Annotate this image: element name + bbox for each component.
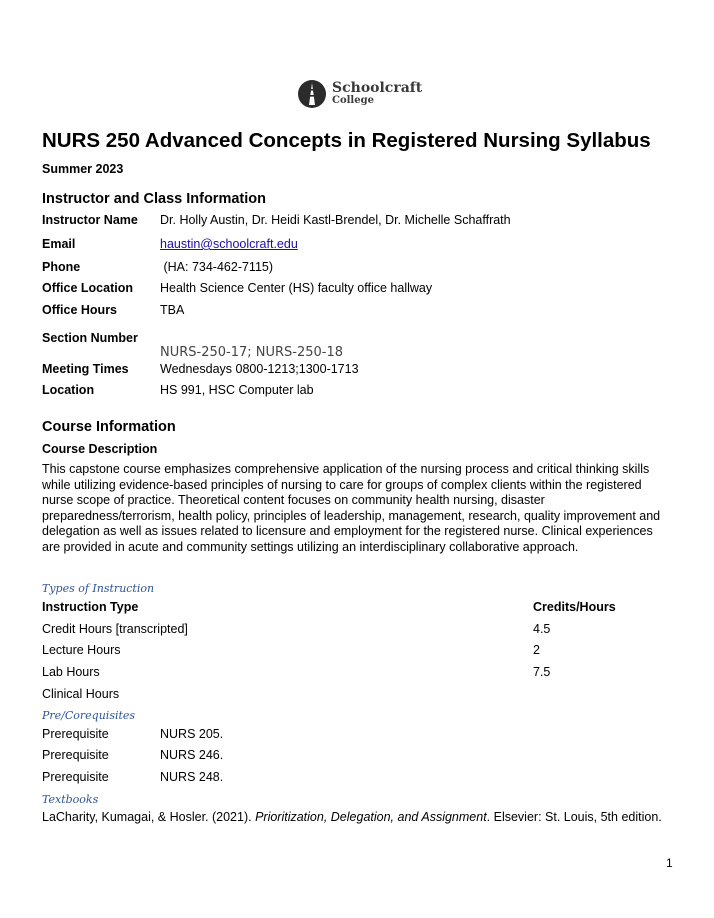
textbook-title: Prioritization, Delegation, and Assignment <box>255 810 487 824</box>
prerequisite-course: NURS 246. <box>160 748 224 762</box>
location-value: HS 991, HSC Computer lab <box>160 383 314 397</box>
prerequisite-kind: Prerequisite <box>42 727 109 741</box>
office-hours-value: TBA <box>160 303 185 317</box>
section-number-label: Section Number <box>42 331 138 345</box>
prerequisite-kind: Prerequisite <box>42 770 109 784</box>
instruction-types-heading: Types of Instruction <box>42 582 155 595</box>
credits-cell: 4.5 <box>533 622 551 636</box>
credits-cell: 2 <box>533 643 540 657</box>
meeting-times-value: Wednesdays 0800-1213;1300-1713 <box>160 362 359 376</box>
textbook-citation <box>42 810 662 824</box>
term: Summer 2023 <box>42 162 124 176</box>
prerequisites-heading: Pre/Corequisites <box>42 709 136 722</box>
phone-label: Phone <box>42 260 81 274</box>
logo-name: Schoolcraft <box>332 80 423 96</box>
textbook-publisher: . Elsevier: St. Louis, 5th edition. <box>486 810 662 824</box>
prerequisite-course: NURS 248. <box>160 770 224 784</box>
page-number: 1 <box>666 856 673 870</box>
office-hours-label: Office Hours <box>42 303 118 317</box>
page-title: NURS 250 Advanced Concepts in Registered Nursing Syllabus <box>42 129 651 152</box>
college-logo <box>296 78 426 112</box>
course-section-heading: Course Information <box>42 419 176 435</box>
logo-subname: College <box>332 95 374 106</box>
instruction-type-column-header: Instruction Type <box>42 600 139 614</box>
meeting-times-label: Meeting Times <box>42 362 129 376</box>
email-link[interactable]: haustin@schoolcraft.edu <box>160 237 298 251</box>
instructor-section-heading: Instructor and Class Information <box>42 191 266 207</box>
schoolcraft-tower-logo-icon <box>296 78 328 110</box>
course-description: This capstone course emphasizes comprehensive application of the nursing process and critical thinking skills while utilizing evidence-based principles of nursing to care for groups of complex clients within the registered nurse scope of practice. Theoretical content focuses on community health nursing, disaster preparedness/terrorism, health policy, principles of leadership, management, research, quality improvement and delegation as well as issues related to licensure and employment for the registered nurse. Clinical experiences are provided in acute and community settings utilizing an interdisciplinary collaborative approach. <box>42 462 661 554</box>
credits-hours-column-header: Credits/Hours <box>533 600 616 614</box>
office-location-value: Health Science Center (HS) faculty office hallway <box>160 281 433 295</box>
section-number-value: NURS-250-17; NURS-250-18 <box>160 345 344 360</box>
prerequisite-kind: Prerequisite <box>42 748 109 762</box>
textbooks-heading: Textbooks <box>42 793 99 806</box>
instruction-type-cell: Lab Hours <box>42 665 100 679</box>
instruction-type-cell: Lecture Hours <box>42 643 121 657</box>
credits-cell: 7.5 <box>533 665 551 679</box>
instructor-name-value: Dr. Holly Austin, Dr. Heidi Kastl-Brendel, Dr. Michelle Schaffrath <box>160 213 511 227</box>
office-location-label: Office Location <box>42 281 133 295</box>
instruction-type-cell: Clinical Hours <box>42 687 120 701</box>
instruction-type-cell: Credit Hours [transcripted] <box>42 622 188 636</box>
textbook-authors: LaCharity, Kumagai, & Hosler. (2021). <box>42 810 256 824</box>
location-label: Location <box>42 383 95 397</box>
email-label: Email <box>42 237 76 251</box>
course-description-heading: Course Description <box>42 442 158 456</box>
prerequisite-course: NURS 205. <box>160 727 224 741</box>
phone-value: (HA: 734-462-7115) <box>160 260 274 274</box>
instructor-name-label: Instructor Name <box>42 213 138 227</box>
